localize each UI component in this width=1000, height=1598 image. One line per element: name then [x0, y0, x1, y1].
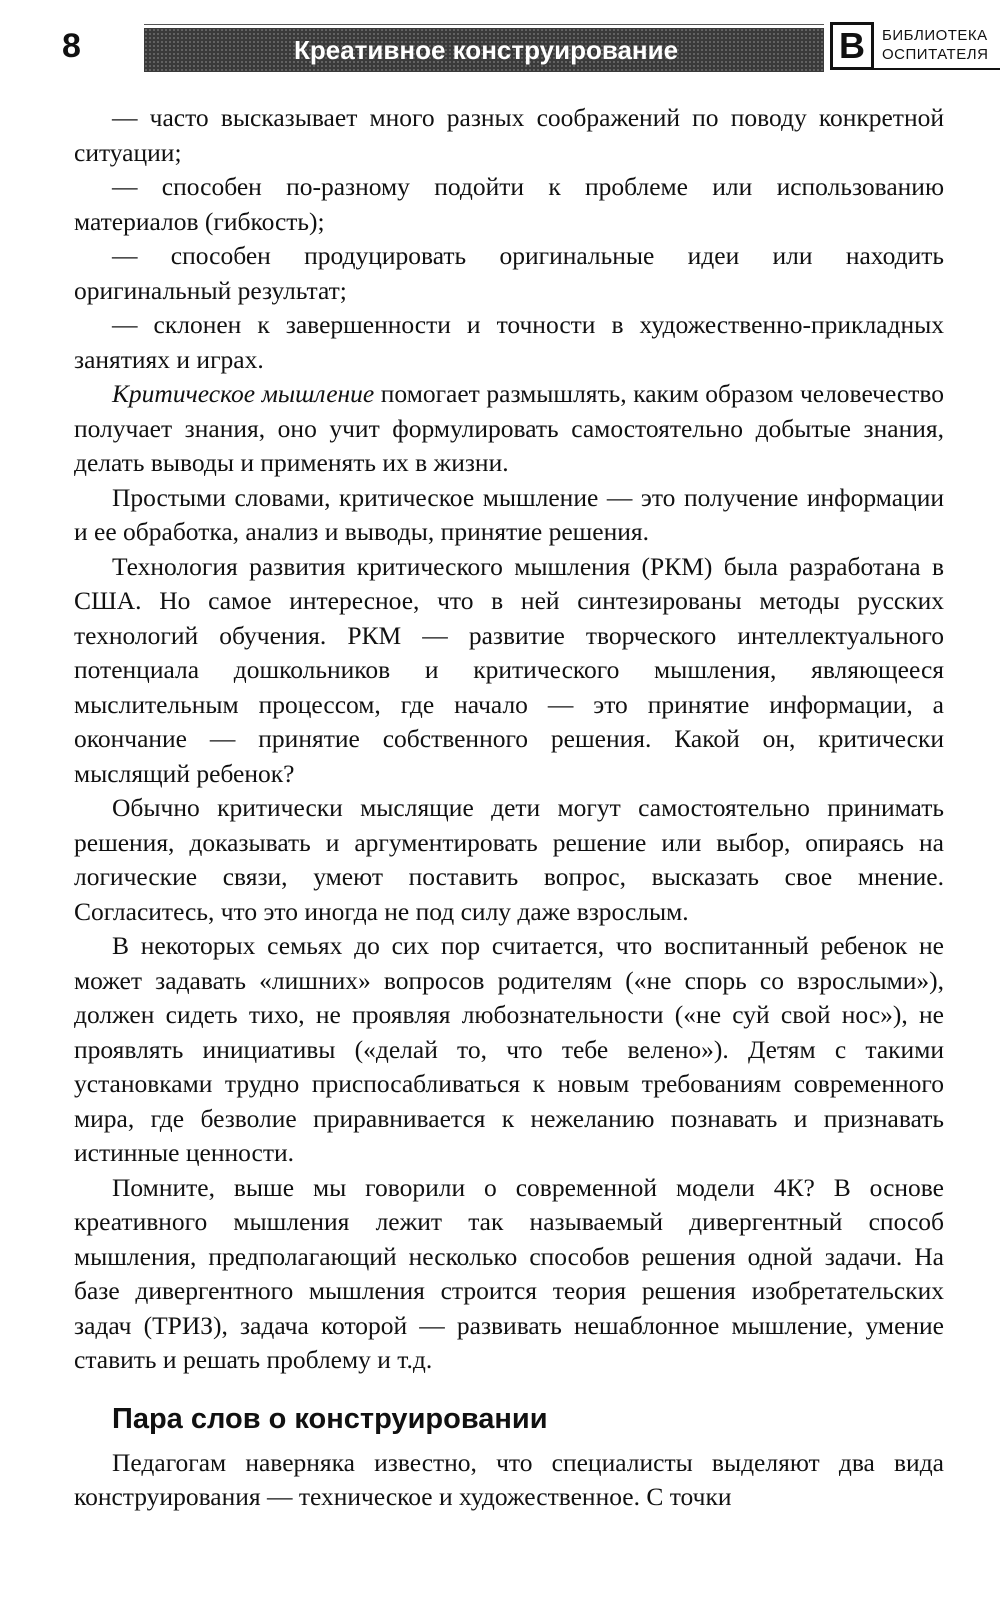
- series-line-1: БИБЛИОТЕКА: [882, 27, 988, 44]
- list-item: — способен продуцировать оригинальные идеи или находить оригинальный результат;: [74, 241, 944, 305]
- running-title: Креативное конструирование: [294, 35, 679, 65]
- paragraph: Простыми словами, критическое мышление — это получение информации и ее обработка, анализ и выводы, принятие решения.: [74, 482, 944, 546]
- series-logo-text: [882, 26, 988, 64]
- running-header: [62, 14, 989, 70]
- term-critical-thinking: Критическое мышление: [112, 379, 375, 408]
- series-logo: [830, 22, 989, 74]
- section-heading: Пара слов о конструировании: [112, 1402, 548, 1435]
- page-number: 8: [62, 27, 81, 65]
- paragraph: Педагогам наверняка известно, что специалисты выделяют два вида конструирования — техническое и художественное. С точки: [74, 1447, 944, 1511]
- list-item: — способен по-разному подойти к проблеме или использованию материалов (гибкость);: [74, 172, 944, 236]
- paragraph-text: помогает размышлять, каким образом человечество получает знания, оно учит формулировать самостоятельно добытые знания, делать выводы и применять их в жизни.: [74, 379, 944, 477]
- series-logo-rule: [874, 68, 1000, 70]
- header-rule: [144, 24, 824, 25]
- header-title-bar: [144, 28, 824, 72]
- paragraph: В некоторых семьях до сих пор считается, что воспитанный ребенок не может задавать «лишних» вопросов родителям («не спорь со взрослыми»), должен сидеть тихо, не проявляя любознательности («не суй свой нос»), не проявлять инициативы («делай то, что тебе велено»). Детям с такими установками трудно приспосабливаться к новым требованиям современного мира, где безволие приравнивается к нежеланию познавать и признавать истинные ценности.: [74, 931, 944, 1167]
- paragraph-critical-thinking: [74, 377, 944, 481]
- paragraph: Технология развития критического мышления (РКМ) была разработана в США. Но самое интересное, что в ней синтезированы методы русских технологий обучения. РКМ — развитие творческого интеллектуального потенциала дошкольников и критического мышления, являющееся мыслительным процессом, где начало — это принятие информации, а окончание — принятие собственного решения. Какой он, критически мыслящий ребенок?: [74, 551, 944, 788]
- page-body: [74, 101, 944, 1515]
- paragraph: Помните, выше мы говорили о современной модели 4К? В основе креативного мышления лежит так называемый дивергентный способ мышления, предполагающий несколько способов решения одной задачи. На базе дивергентного мышления строится теория решения изобретательских задач (ТРИЗ), задача которой — развивать нешаблонное мышление, умение ставить и решать проблему и т.д.: [74, 1172, 944, 1374]
- paragraph: Обычно критически мыслящие дети могут самостоятельно принимать решения, доказывать и аргументировать решение или выбор, опираясь на логические связи, умеют поставить вопрос, высказать свое мнение. Согласитесь, что это иногда не под силу даже взрослым.: [74, 793, 944, 926]
- series-line-2: ОСПИТАТЕЛЯ: [882, 46, 989, 63]
- list-item: — часто высказывает много разных соображений по поводу конкретной ситуации;: [74, 103, 944, 167]
- series-logo-letter: В: [830, 22, 874, 70]
- list-item: — склонен к завершенности и точности в художественно-прикладных занятиях и играх.: [74, 310, 944, 374]
